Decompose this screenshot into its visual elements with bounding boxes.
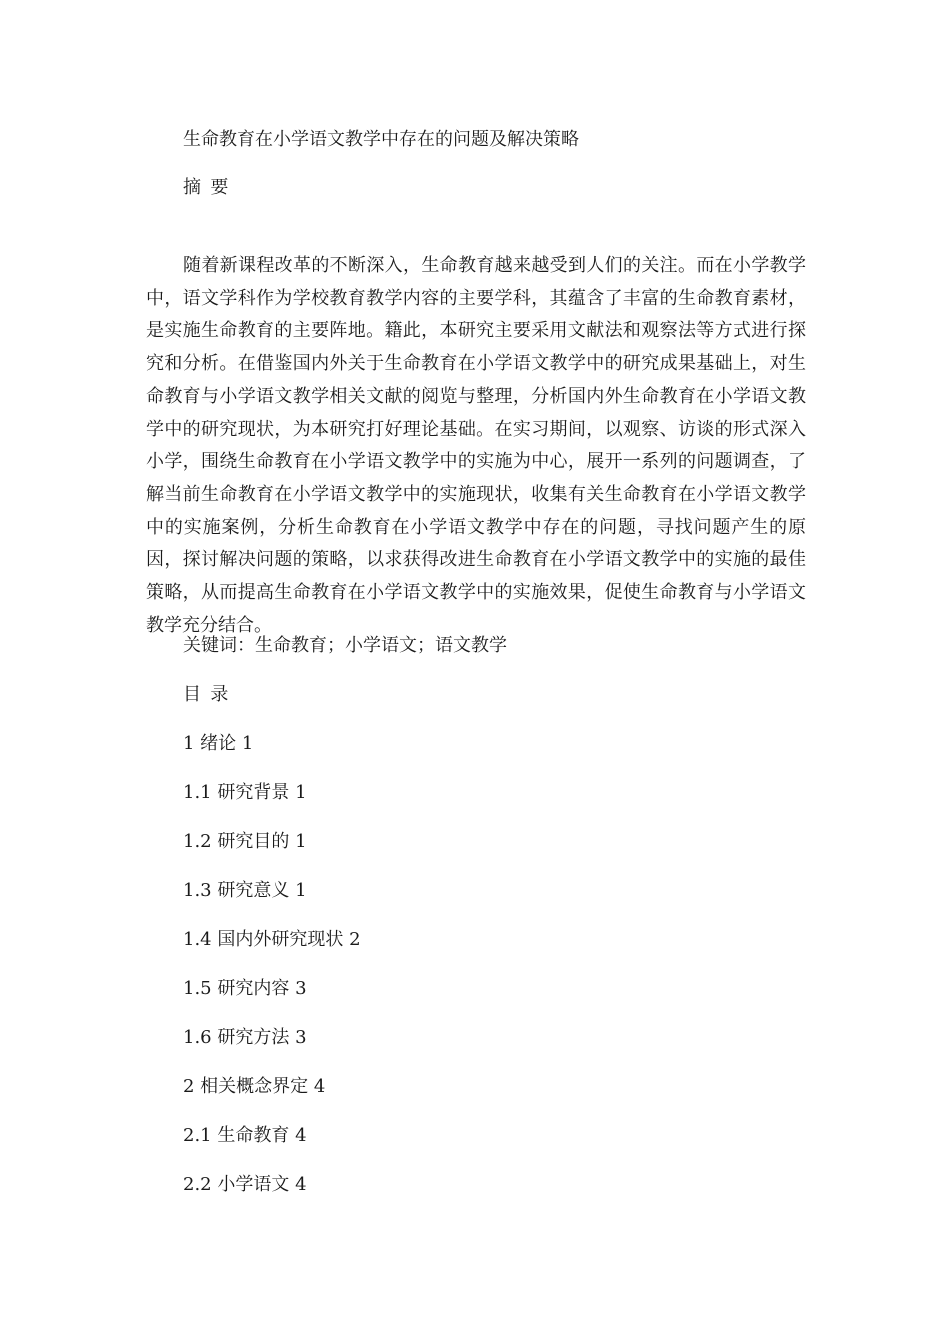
abstract-heading: 摘 要: [183, 177, 231, 198]
toc-item: 2 相关概念界定 4: [183, 1076, 326, 1097]
toc-item: 1 绪论 1: [183, 733, 254, 754]
document-title: 生命教育在小学语文教学中存在的问题及解决策略: [183, 129, 579, 150]
keywords: 关键词：生命教育；小学语文；语文教学: [183, 635, 507, 656]
abstract-body: 随着新课程改革的不断深入，生命教育越来越受到人们的关注。而在小学教学中，语文学科作为学校教育教学内容的主要学科，其蕴含了丰富的生命教育素材，是实施生命教育的主要阵地。籍此，本研究主要采用文献法和观察法等方式进行探究和分析。在借鉴国内外关于生命教育在小学语文教学中的研究成果基础上，对生命教育与小学语文教学相关文献的阅览与整理，分析国内外生命教育在小学语文教学中的研究现状，为本研究打好理论基础。在实习期间，以观察、访谈的形式深入小学，围绕生命教育在小学语文教学中的实施为中心，展开一系列的问题调查，了解当前生命教育在小学语文教学中的实施现状，收集有关生命教育在小学语文教学中的实施案例，分析生命教育在小学语文教学中存在的问题，寻找问题产生的原因，探讨解决问题的策略，以求获得改进生命教育在小学语文教学中的实施的最佳策略，从而提高生命教育在小学语文教学中的实施效果，促使生命教育与小学语文教学充分结合。: [146, 255, 806, 636]
toc-item: 1.2 研究目的 1: [183, 831, 307, 852]
toc-item: 1.4 国内外研究现状 2: [183, 929, 361, 950]
toc-item: 1.6 研究方法 3: [183, 1027, 307, 1048]
toc-item: 1.1 研究背景 1: [183, 782, 307, 803]
toc-heading: 目 录: [183, 684, 231, 705]
toc-item: 1.5 研究内容 3: [183, 978, 307, 999]
toc-item: 2.1 生命教育 4: [183, 1125, 307, 1146]
toc-item: 2.2 小学语文 4: [183, 1174, 307, 1195]
toc-item: 1.3 研究意义 1: [183, 880, 307, 901]
